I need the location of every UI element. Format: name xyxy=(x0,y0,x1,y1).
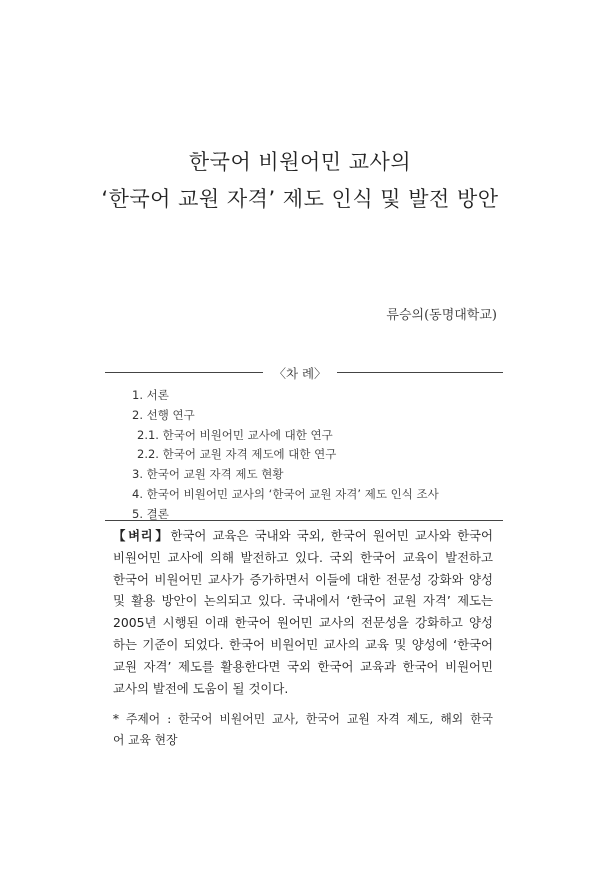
toc-item: 5. 결론 xyxy=(132,506,169,521)
abstract-line: 2005년 시행된 이래 한국어 원어민 교사의 전문성을 강화하고 양성 xyxy=(113,615,493,631)
abstract-line: 하는 기준이 되었다. 한국어 비원어민 교사의 교육 및 양성에 ‘한국어 xyxy=(113,636,493,652)
author-affiliation: 류승의(동명대학교) xyxy=(386,308,497,323)
toc-item: 1. 서론 xyxy=(132,388,169,402)
abstract-line: 교사의 발전에 도움이 될 것이다. xyxy=(113,680,289,696)
keywords xyxy=(113,709,493,751)
abstract xyxy=(113,525,493,699)
toc-heading xyxy=(0,363,600,382)
abstract-line: 비원어민 교사에 의해 발전하고 있다. 국외 한국어 교육이 발전하고 xyxy=(113,549,493,565)
abstract-line: 한국어 비원어민 교사가 증가하면서 이들에 대한 전문성 강화와 양성 xyxy=(113,571,493,587)
toc-subitem: 2.1. 한국어 비원어민 교사에 대한 연구 xyxy=(137,427,333,442)
toc-item: 4. 한국어 비원어민 교사의 ‘한국어 교원 자격’ 제도 인식 조사 xyxy=(132,486,439,501)
toc-item: 2. 선행 연구 xyxy=(132,407,195,422)
keywords-line-1: * 주제어 : 한국어 비원어민 교사, 한국어 교원 자격 제도, 해외 한국 xyxy=(113,712,493,726)
abstract-text: 한국어 교육은 국내와 국외, 한국어 원어민 교사와 한국어 xyxy=(170,528,493,543)
keywords-line-2: 어 교육 현장 xyxy=(113,733,178,747)
toc-heading-text: 〈차 례〉 xyxy=(263,366,336,381)
paper-title-line-2: ‘한국어 교원 자격’ 제도 인식 및 발전 방안 xyxy=(101,187,499,211)
abstract-line: 교원 자격’ 제도를 활용한다면 국외 한국어 교육과 한국어 비원어민 xyxy=(113,658,493,674)
table-of-contents xyxy=(132,386,439,525)
toc-item: 3. 한국어 교원 자격 제도 현황 xyxy=(132,467,284,482)
paper-title-line-1: 한국어 비원어민 교사의 xyxy=(188,150,412,174)
abstract-label: 【벼리】 xyxy=(113,528,171,543)
toc-bottom-divider xyxy=(105,520,503,521)
abstract-line: 및 활용 방안이 논의되고 있다. 국내에서 ‘한국어 교원 자격’ 제도는 xyxy=(113,593,493,609)
toc-subitem: 2.2. 한국어 교원 자격 제도에 대한 연구 xyxy=(137,447,337,462)
abstract-line-1 xyxy=(113,525,493,547)
